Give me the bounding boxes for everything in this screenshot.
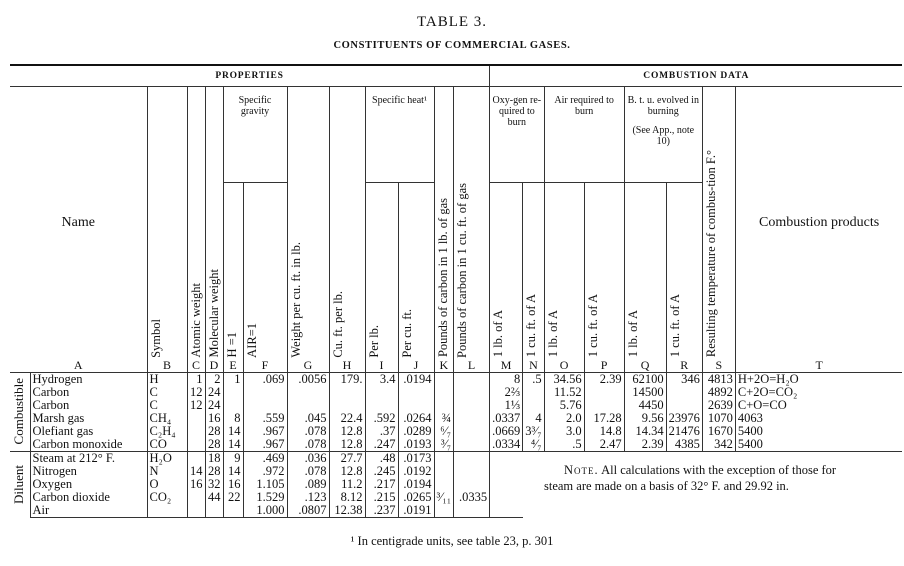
table-cell: ³⁄₇ [434, 438, 454, 452]
table-cell [454, 438, 490, 452]
table-cell: Carbon dioxide [30, 491, 147, 504]
table-cell [454, 386, 490, 399]
table-cell: 1.000 [243, 504, 287, 518]
letter-p: P [584, 358, 624, 373]
table-cell: Carbon [30, 386, 147, 399]
col-o-header: 1 lb. of A [545, 310, 560, 358]
table-cell: 1.529 [243, 491, 287, 504]
table-cell [666, 399, 702, 412]
table-cell: 12.8 [329, 465, 365, 478]
table-cell: N [147, 465, 187, 478]
table-cell [223, 504, 243, 518]
table-cell: ⁶⁄₇ [434, 425, 454, 438]
table-cell: 2.0 [544, 412, 584, 425]
table-cell [490, 465, 523, 478]
table-cell: ³⁄₁₁ [434, 491, 454, 504]
table-cell: .0337 [490, 412, 523, 425]
table-cell [243, 386, 287, 399]
table-cell: 14.8 [584, 425, 624, 438]
table-cell: .0194 [398, 372, 434, 386]
col-q-header: 1 lb. of A [625, 310, 640, 358]
table-cell: .237 [365, 504, 398, 518]
table-cell: Air [30, 504, 147, 518]
table-cell: 2⅔ [490, 386, 523, 399]
table-cell: 179. [329, 372, 365, 386]
table-cell [454, 399, 490, 412]
col-r-header: 1 cu. ft. of A [667, 294, 682, 358]
table-cell: 14.34 [624, 425, 666, 438]
table-cell [735, 504, 902, 518]
table-cell: .972 [243, 465, 287, 478]
letter-a: A [10, 358, 147, 373]
table-cell: 24 [205, 386, 223, 399]
table-cell: 5400 [735, 438, 902, 452]
table-cell: .5 [544, 438, 584, 452]
table-cell [584, 399, 624, 412]
table-cell: .078 [287, 465, 329, 478]
oxygen-required-header: Oxy-gen re-quired to burn [490, 87, 545, 183]
table-cell: 22 [223, 491, 243, 504]
table-cell: Hydrogen [30, 372, 147, 386]
table-cell: 27.7 [329, 451, 365, 465]
col-cuft-per-lb-header: Cu. ft. per lb. [330, 290, 345, 358]
table-row [10, 386, 902, 399]
col-h1-header: H =1 [224, 332, 239, 358]
col-air1-header: AIR=1 [244, 322, 259, 358]
table-cell: 8 [223, 412, 243, 425]
table-cell: 1070 [702, 412, 735, 425]
table-cell [454, 372, 490, 386]
table-cell: 34.56 [544, 372, 584, 386]
table-cell [365, 399, 398, 412]
letter-b: B [147, 358, 187, 373]
table-row [10, 425, 902, 438]
table-cell: .469 [243, 451, 287, 465]
btu-header: B. t. u. evolved in burning [627, 95, 699, 117]
table-cell: .0191 [398, 504, 434, 518]
table-cell: 17.28 [584, 412, 624, 425]
table-cell [398, 386, 434, 399]
table-cell: 1 [187, 372, 205, 386]
table-cell [187, 412, 205, 425]
table-cell: Nitrogen [30, 465, 147, 478]
table-cell [434, 465, 454, 478]
table-cell [287, 399, 329, 412]
table-cell: ¾ [434, 412, 454, 425]
table-cell [205, 504, 223, 518]
table-cell [329, 386, 365, 399]
letter-m: M [490, 358, 523, 373]
letter-j: J [398, 358, 434, 373]
table-cell: 28 [205, 438, 223, 452]
table-cell: H [147, 372, 187, 386]
table-cell: .967 [243, 425, 287, 438]
table-cell: .078 [287, 425, 329, 438]
table-cell: .069 [243, 372, 287, 386]
col-n-header: 1 cu. ft. of A [524, 294, 539, 358]
table-cell: 1 [223, 372, 243, 386]
table-cell: 12.8 [329, 438, 365, 452]
col-per-cuft-header: Per cu. ft. [399, 308, 414, 358]
col-molecular-weight-header: Molecular weight [206, 268, 221, 358]
table-cell: Carbon [30, 399, 147, 412]
table-cell: 3.4 [365, 372, 398, 386]
table-cell: .123 [287, 491, 329, 504]
table-cell [454, 451, 490, 465]
table-cell: 14 [223, 425, 243, 438]
table-cell: H₂O [147, 451, 187, 465]
table-cell: 9 [223, 451, 243, 465]
table-cell: .0289 [398, 425, 434, 438]
table-cell: 2.47 [584, 438, 624, 452]
table-cell [523, 504, 544, 518]
table-cell: 28 [205, 425, 223, 438]
table-cell: 4385 [666, 438, 702, 452]
table-cell: .0669 [490, 425, 523, 438]
table-cell: .0192 [398, 465, 434, 478]
col-name-header: Name [10, 87, 147, 358]
letter-o: O [544, 358, 584, 373]
table-cell: 14 [187, 465, 205, 478]
letter-f: F [243, 358, 287, 373]
table-cell: .0173 [398, 451, 434, 465]
table-cell [544, 504, 584, 518]
table-cell: Carbon monoxide [30, 438, 147, 452]
table-cell [187, 491, 205, 504]
table-cell [223, 399, 243, 412]
specific-heat-header: Specific heat¹ [365, 87, 434, 183]
table-cell: 12.38 [329, 504, 365, 518]
table-cell: 2.39 [624, 438, 666, 452]
table-subtitle: CONSTITUENTS OF COMMERCIAL GASES. [333, 40, 571, 51]
table-cell [434, 399, 454, 412]
table-cell [147, 504, 187, 518]
footnote: ¹ In centigrade units, see table 23, p. 301 [350, 534, 554, 548]
table-cell [187, 451, 205, 465]
letter-s: S [702, 358, 735, 373]
table-cell [187, 504, 205, 518]
table-cell: Olefiant gas [30, 425, 147, 438]
table-cell: H+2O=H₂O [737, 372, 799, 386]
table-cell [187, 425, 205, 438]
table-cell: .48 [365, 451, 398, 465]
table-cell: 12 [187, 386, 205, 399]
letter-r: R [666, 358, 702, 373]
table-cell: 18 [205, 451, 223, 465]
table-cell: .247 [365, 438, 398, 452]
table-cell: 5.76 [544, 399, 584, 412]
col-products-header: Combustion products [759, 214, 880, 230]
table-cell: CO [147, 438, 187, 452]
table-cell: .559 [243, 412, 287, 425]
table-cell: C+O=CO [737, 398, 787, 412]
table-title: TABLE 3. [416, 14, 488, 30]
table-cell [490, 478, 523, 491]
table-cell: 346 [666, 372, 702, 386]
table-cell: 16 [187, 478, 205, 491]
table-cell [702, 504, 735, 518]
table-cell [434, 386, 454, 399]
col-m-header: 1 lb. of A [491, 310, 506, 358]
table-cell [434, 372, 454, 386]
table-cell: .967 [243, 438, 287, 452]
note [544, 462, 864, 494]
table-cell [434, 451, 454, 465]
table-cell [454, 412, 490, 425]
letter-k: K [434, 358, 454, 373]
table-row [10, 372, 902, 386]
table-cell [490, 504, 523, 518]
table-cell: 11.52 [544, 386, 584, 399]
table-cell: .0335 [454, 491, 490, 504]
table-cell: 14 [223, 465, 243, 478]
table-cell: C+2O=CO₂ [737, 385, 798, 399]
table-cell: 28 [205, 465, 223, 478]
note-text: All calculations with the exception of those for steam are made on a basis of 32° F. and 29.92 in. [544, 463, 837, 493]
table-cell [523, 451, 544, 465]
table-cell: 5400 [737, 424, 763, 438]
table-cell [523, 491, 544, 504]
col-atomic-weight-header: Atomic weight [188, 282, 203, 358]
table-cell [666, 504, 702, 518]
col-resulting-temp-header: Resulting temperature of combus-tion F.° [703, 150, 718, 358]
table-cell: .089 [287, 478, 329, 491]
table-cell [523, 386, 544, 399]
table-cell: .0194 [398, 478, 434, 491]
table-cell: 9.56 [624, 412, 666, 425]
note-label: Note. [564, 463, 599, 477]
table-cell [490, 491, 523, 504]
table-cell: CO₂ [147, 491, 187, 504]
table-cell [523, 399, 544, 412]
table-cell: 12 [187, 399, 205, 412]
table-cell: 4063 [737, 411, 763, 425]
table-cell: .37 [365, 425, 398, 438]
col-per-lb-header: Per lb. [366, 324, 381, 358]
letter-g: G [287, 358, 329, 373]
table-cell [223, 386, 243, 399]
table-cell [243, 399, 287, 412]
table-cell: 1⅓ [490, 399, 523, 412]
table-cell: Steam at 212° F. [30, 451, 147, 465]
combustion-data-header: COMBUSTION DATA [490, 65, 903, 87]
letter-d: D [205, 358, 223, 373]
table-cell: 14 [223, 438, 243, 452]
table-cell: 4813 [702, 372, 735, 386]
table-cell: 44 [205, 491, 223, 504]
table-cell: 8.12 [329, 491, 365, 504]
table-cell [584, 386, 624, 399]
table-cell: 16 [223, 478, 243, 491]
table-cell [434, 504, 454, 518]
table-cell: Marsh gas [30, 412, 147, 425]
table-cell: .0264 [398, 412, 434, 425]
table-cell [398, 399, 434, 412]
table-cell [523, 465, 544, 478]
col-carbon-per-cuft-header: Pounds of carbon in 1 cu. ft. of gas [455, 182, 470, 358]
table-cell: 22.4 [329, 412, 365, 425]
table-cell: 342 [702, 438, 735, 452]
table-cell: 16 [205, 412, 223, 425]
col-weight-per-cuft-header: Weight per cu. ft. in lb. [288, 241, 303, 358]
table-cell [523, 478, 544, 491]
table-cell: .0193 [398, 438, 434, 452]
table-cell: 12.8 [329, 425, 365, 438]
table-cell [329, 399, 365, 412]
table-cell: 14500 [624, 386, 666, 399]
col-carbon-per-lb-header: Pounds of carbon in 1 lb. of gas [435, 198, 450, 358]
col-p-header: 1 cu. ft. of A [585, 294, 600, 358]
table-cell: 4 [523, 412, 544, 425]
letter-e: E [223, 358, 243, 373]
table-cell: .5 [523, 372, 544, 386]
table-cell: 4892 [702, 386, 735, 399]
table-cell: C [147, 399, 187, 412]
table-cell: .217 [365, 478, 398, 491]
table-cell [584, 504, 624, 518]
table-cell [434, 478, 454, 491]
table-cell: 3.0 [544, 425, 584, 438]
table-cell: C₂H₄ [147, 425, 187, 438]
air-required-header: Air required to burn [544, 87, 624, 183]
table-cell [666, 386, 702, 399]
table-cell: .078 [287, 438, 329, 452]
table-cell [187, 438, 205, 452]
table-cell [287, 386, 329, 399]
table-cell [454, 425, 490, 438]
table-cell: 3³⁄₇ [523, 425, 544, 438]
table-cell: .0334 [490, 438, 523, 452]
table-cell [365, 386, 398, 399]
table-cell [454, 504, 490, 518]
table-cell: 2639 [702, 399, 735, 412]
table-cell: 1.105 [243, 478, 287, 491]
letter-t: T [735, 358, 902, 373]
table-cell: .0056 [287, 372, 329, 386]
table-cell: 2.39 [584, 372, 624, 386]
table-cell [490, 451, 523, 465]
table-cell: Oxygen [30, 478, 147, 491]
table-cell: .045 [287, 412, 329, 425]
table-cell [454, 465, 490, 478]
table-cell: 23976 [666, 412, 702, 425]
table-cell: 21476 [666, 425, 702, 438]
properties-header: PROPERTIES [10, 65, 490, 87]
table-row [10, 412, 902, 425]
table-cell: 62100 [624, 372, 666, 386]
letter-n: N [523, 358, 544, 373]
table-cell [624, 504, 666, 518]
table-row [10, 438, 902, 452]
table-cell: .592 [365, 412, 398, 425]
table-cell: .215 [365, 491, 398, 504]
letter-i: I [365, 358, 398, 373]
table-row [10, 399, 902, 412]
table-cell: .036 [287, 451, 329, 465]
table-cell: 2 [205, 372, 223, 386]
table-cell: 4450 [624, 399, 666, 412]
col-symbol-header: Symbol [148, 318, 163, 358]
letter-c: C [187, 358, 205, 373]
table-cell: ⁴⁄₇ [523, 438, 544, 452]
table-cell: 1670 [702, 425, 735, 438]
table-cell: 11.2 [329, 478, 365, 491]
table-cell: 24 [205, 399, 223, 412]
letter-h: H [329, 358, 365, 373]
table-cell: 8 [490, 372, 523, 386]
letter-l: L [454, 358, 490, 373]
table-cell: O [147, 478, 187, 491]
table-cell: 32 [205, 478, 223, 491]
table-cell: .0807 [287, 504, 329, 518]
table-cell: .245 [365, 465, 398, 478]
table-cell: C [147, 386, 187, 399]
specific-gravity-header: Specific gravity [223, 87, 287, 183]
letter-q: Q [624, 358, 666, 373]
table-cell: .0265 [398, 491, 434, 504]
combustible-group-label: Combustible [11, 378, 26, 445]
diluent-group-label: Diluent [11, 464, 26, 504]
table-cell: CH₄ [147, 412, 187, 425]
btu-note: (See App., note 10) [632, 125, 695, 147]
gas-constituents-table [10, 64, 902, 518]
table-row [10, 504, 902, 518]
table-cell [454, 478, 490, 491]
